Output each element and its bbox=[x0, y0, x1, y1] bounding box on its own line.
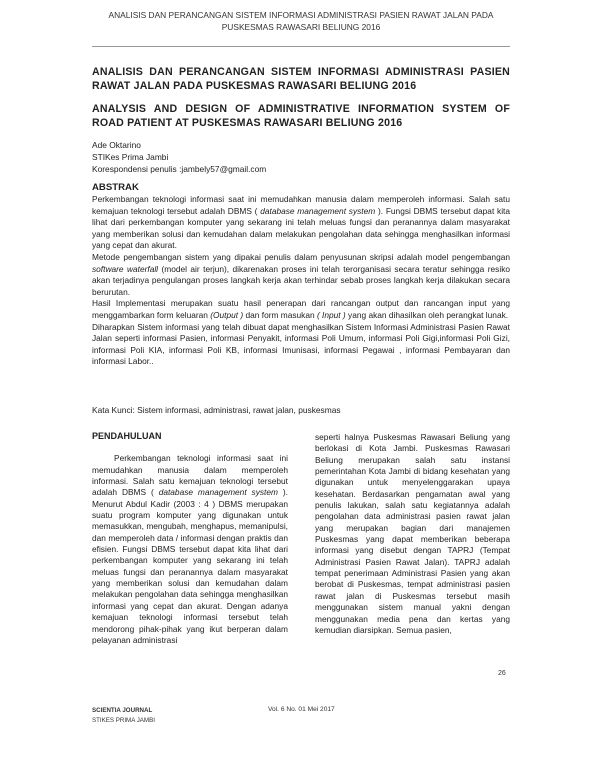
footer-journal-block bbox=[92, 706, 155, 726]
page-number: 26 bbox=[498, 670, 506, 677]
paper-title-indonesian: ANALISIS DAN PERANCANGAN SISTEM INFORMASI ADMINISTRASI PASIEN RAWAT JALAN PADA PUSKESMAS RAWASARI BELIUNG 2016 bbox=[92, 66, 510, 92]
abstract-text: Perkembangan teknologi informasi saat ini memudahkan manusia dalam memperoleh informasi. Salah satu kemajuan teknologi tersebut adalah DBMS ( bbox=[92, 194, 510, 216]
abstract-body bbox=[92, 194, 510, 368]
body-text: Perkembangan teknologi informasi saat ini memudahkan manusia dalam memperoleh informasi. Salah satu kemajuan teknologi tersebut adalah DBMS ( bbox=[92, 453, 288, 498]
running-header bbox=[92, 10, 510, 33]
author-affiliation: STIKes Prima Jambi bbox=[92, 151, 169, 162]
abstract-italic-term: (Output ) bbox=[210, 309, 244, 320]
abstract-paragraph: Diharapkan Sistem informasi yang telah dibuat dapat menghasilkan Sistem Informasi Administrasi Pasien Rawat Jalan seperti informasi Pasien, informasi Penyakit, informasi Poli Umum, informasi Poli Gigi,informasi Poli Gizi, informasi Poli KIA, informasi Poli KB, informasi Imunisasi, informasi Pegawai , informasi Pembayaran dan informasi Labor.. bbox=[92, 321, 510, 367]
abstract-italic-term: software waterfall bbox=[92, 263, 159, 274]
footer-institution: STIKES PRIMA JAMBI bbox=[92, 717, 155, 724]
body-italic-term: database management system bbox=[158, 487, 278, 498]
body-text: ). Menurut Abdul Kadir (2003 : 4 ) DBMS merupakan suatu program komputer yang digunakan untuk memasukkan, mengubah, menghapus, memanipulsi, dan memperoleh data / informasi dengan praktis dan efisien. Fungsi DBMS tersebut dapat kita lihat dari perkembangan komputer yang sekarang ini telah meluas fungsi dan peranannya dalam masyarakat yang memberikan solusi dan kemudahan dalam melakukan pengolahan data sehingga menghasilkan informasi yang cepat dan akurat. Dengan adanya kemajuan teknologi informasi tersebut telah mendorong pihak-pihak yang ikut berperan dalam pelayanan administrasi bbox=[92, 487, 288, 645]
body-paragraph bbox=[92, 453, 288, 646]
running-header-line1: ANALISIS DAN PERANCANGAN SISTEM INFORMASI ADMINISTRASI PASIEN RAWAT JALAN PADA bbox=[108, 10, 494, 20]
footer-volume: Vol. 6 No. 01 Mei 2017 bbox=[268, 706, 335, 713]
abstract-paragraph bbox=[92, 252, 510, 298]
abstract-paragraph bbox=[92, 298, 510, 321]
abstract-text: ). Fungsi DBMS tersebut dapat kita lihat dari perkembangan komputer yang sekarang ini telah meluas fungsi dan peranannya dalam masyarakat yang memberikan solusi dan kemudahan dalam melakukan pengolahan data sehingga menghasilkan informasi yang cepat dan akurat. bbox=[92, 205, 511, 251]
author-name: Ade Oktarino bbox=[92, 140, 141, 150]
keywords: Kata Kunci: Sistem informasi, administrasi, rawat jalan, puskesmas bbox=[92, 405, 341, 415]
body-column-left bbox=[92, 431, 288, 646]
abstract-paragraph bbox=[92, 194, 510, 252]
abstract-italic-term: database management system bbox=[260, 205, 376, 216]
abstract-text: Metode pengembangan sistem yang dipakai penulis dalam penyusunan skripsi adalah model pengembangan bbox=[92, 251, 510, 262]
abstract-italic-term: ( Input ) bbox=[316, 309, 346, 320]
header-divider bbox=[92, 46, 510, 47]
section-heading: PENDAHULUAN bbox=[92, 431, 162, 441]
abstract-text: dan form masukan bbox=[243, 309, 317, 320]
body-column-right bbox=[315, 432, 510, 636]
author-correspondence: Korespondensi penulis :jambely57@gmail.com bbox=[92, 163, 267, 174]
body-paragraph: seperti halnya Puskesmas Rawasari Beliung yang berlokasi di Kota Jambi. Puskesmas Rawasari Beliung merupakan salah satu instansi pemerintahan Kota Jambi di bidang kesehatan yang digunakan untuk menyelenggarakan upaya kesehatan. Berdasarkan pengamatan awal yang penulis lakukan, salah satu kegiatannya adalah pengolahan data administrasi pasien rawat jalan yang merupakan bagian dari manajemen Puskesmas yang dapat memberikan beberapa informasi yang disebut dengan TAPRJ (Tempat Administrasi Pasien Rawat Jalan). TAPRJ adalah tempat penerimaan Administrasi Pasien yang akan berobat di Puskesmas, tempat administrasi pasien rawat jalan di Puskesmas tersebut masih menggunakan sistem manual yakni dengan menggunakan media pena dan kertas yang kemudian diarsipkan. Semua pasien, bbox=[315, 432, 510, 635]
abstract-heading: ABSTRAK bbox=[92, 182, 139, 193]
abstract-text: Hasil Implementasi merupakan suatu hasil penerapan dari rancangan output dan rancangan input yang menggambarkan form keluaran bbox=[92, 298, 510, 320]
running-header-line2: PUSKESMAS RAWASARI BELIUNG 2016 bbox=[221, 21, 381, 32]
paper-title-english: ANALYSIS AND DESIGN OF ADMINISTRATIVE INFORMATION SYSTEM OF ROAD PATIENT AT PUSKESMAS RAWASARI BELIUNG 2016 bbox=[92, 103, 510, 129]
footer-journal-name: SCIENTIA JOURNAL bbox=[92, 707, 153, 714]
author-block bbox=[92, 140, 266, 175]
abstract-text: (model air terjun), dikarenakan proses ini telah terorganisasi secara teratur sehingga resiko akan terjadinya pengulangan proses langkah kerja akan terhindar sebab proses langkah kerja dilakukan secara berurutan. bbox=[92, 263, 511, 297]
abstract-text: yang akan dihasilkan oleh perangkat lunak. bbox=[345, 309, 509, 320]
